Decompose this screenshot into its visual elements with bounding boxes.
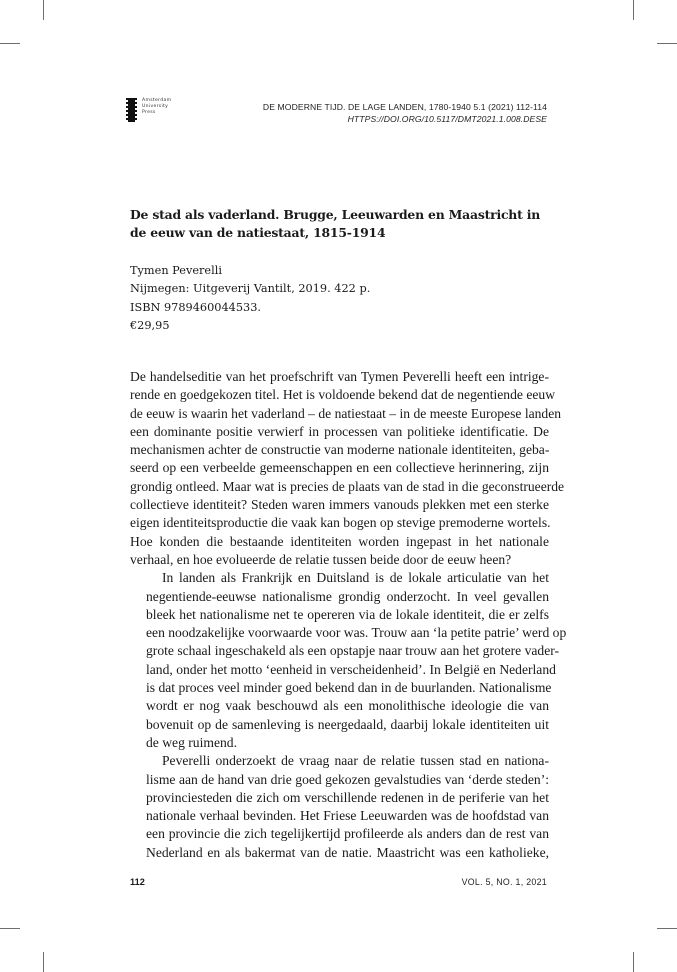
logo-mark-icon [128, 98, 135, 122]
crop-mark [657, 43, 677, 44]
journal-citation: DE MODERNE TIJD. DE LAGE LANDEN, 1780-1940 5.1 (2021) 112-114 [262, 102, 547, 112]
book-publication: Nijmegen: Uitgeverij Vantilt, 2019. 422 p. [130, 282, 371, 296]
book-details [130, 262, 370, 335]
paragraph: Peverelli onderzoekt de vraag naar de relatie tussen stad en nationa- lisme aan de hand van drie goed gekozen gevalstudies van ‘derde steden’: provinciesteden die zich om verschillende redenen in de periferie van het nationale verhaal bevinden. Het Friese Leeuwarden was de hoofdstad van een provincie die zich tegelijkertijd profileerde als anders dan de rest van Nederland en als bakermat van de natie. Maastricht was een katholieke, [146, 753, 549, 860]
paragraph: In landen als Frankrijk en Duitsland is de lokale articulatie van het negentiende-eeuwse nationalisme grondig onderzocht. In veel gevallen bleek het nationalisme net te opereren via de lokale identiteit, die er zelfs een noodzakelijke voorwaarde voor was. Trouw aan ‘la petite patrie’ werd op grote schaal ingeschakeld als een opstapje naar trouw aan het grotere vader- land, onder het motto ‘eenheid in verscheidenheid’. In België en Nederland is dat proces veel minder goed bekend dan in de buurlanden. Nationalisme wordt er nog vaak beschouwd als een monolithische ideologie die van bovenuit op de samenleving is neergedaald, daarbij lokale identiteiten uit de weg ruimend. [146, 570, 567, 750]
page-number: 112 [130, 877, 145, 887]
crop-mark [43, 952, 44, 972]
book-author: Tymen Peverelli [130, 264, 222, 277]
paragraph: De handelseditie van het proefschrift van Tymen Peverelli heeft een intrige- rende en goedgekozen titel. Het is voldoende bekend dat de negentiende eeuw de eeuw is waarin het vaderland – de natiestaat – in de meeste Europese landen een dominante positie verwierf in processen van politieke identificatie. De mechanismen achter de constructie van moderne nationale identiteiten, geba- seerd op een verbeelde gemeenschappen en een collectieve herinnering, zijn grondig ontleed. Maar wat is precies de plaats van de stad in die geconstrueerde collectieve identiteit? Steden waren immers vanouds plekken met een sterke eigen identiteitsproductie die vaak kan bogen op stevige premoderne wortels. Hoe konden die bestaande identiteiten worden ingepast in het nationale verhaal, en hoe evolueerde de relatie tussen beide door de eeuw heen? [130, 369, 565, 567]
crop-mark [633, 952, 634, 972]
publisher-logo [128, 98, 171, 122]
crop-mark [657, 928, 677, 929]
crop-mark [0, 928, 20, 929]
crop-mark [633, 0, 634, 20]
review-body [130, 368, 567, 862]
book-price: €29,95 [130, 318, 170, 332]
doi-link[interactable]: HTTPS://DOI.ORG/10.5117/DMT2021.1.008.DESE [347, 114, 547, 124]
crop-mark [43, 0, 44, 20]
book-isbn: ISBN 9789460044533. [130, 300, 262, 314]
crop-mark [0, 43, 20, 44]
running-head [263, 101, 547, 125]
volume-info: VOL. 5, NO. 1, 2021 [461, 877, 547, 887]
review-title: De stad als vaderland. Brugge, Leeuwarden en Maastricht in de eeuw van de natiestaat, 1815-1914 [130, 207, 541, 240]
logo-text: Amsterdam University Press [142, 98, 172, 115]
